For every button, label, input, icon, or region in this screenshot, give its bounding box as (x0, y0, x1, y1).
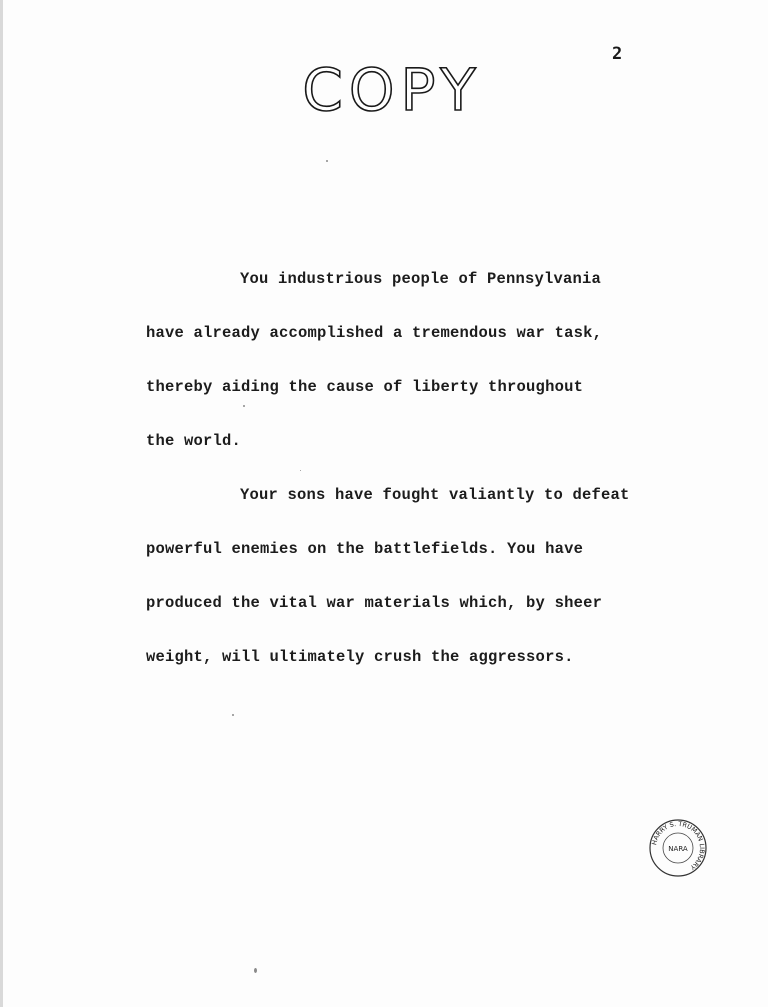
paper-speck (326, 160, 328, 162)
seal-ring-path: HARRY S. TRUMAN LIBRARY (650, 819, 707, 872)
body-line: You industrious people of Pennsylvania (240, 270, 602, 288)
body-line: Your sons have fought valiantly to defeat (240, 486, 630, 504)
body-line: have already accomplished a tremendous war task, (146, 324, 603, 342)
paper-speck (243, 405, 245, 407)
body-line: weight, will ultimately crush the aggressors. (146, 648, 574, 666)
copy-stamp (282, 60, 502, 118)
body-line: powerful enemies on the battlefields. You have (146, 540, 584, 558)
seal-center-text: NARA (668, 845, 688, 853)
letter-body (146, 263, 666, 695)
paper-speck (300, 470, 301, 471)
library-seal-stamp (648, 818, 708, 878)
body-line: produced the vital war materials which, by sheer (146, 594, 603, 612)
paper-speck (254, 968, 257, 973)
page-edge (0, 0, 3, 1007)
paper-speck (232, 714, 234, 716)
body-line: thereby aiding the cause of liberty throughout (146, 378, 584, 396)
page-number: 2 (612, 44, 623, 64)
copy-stamp-text: COPY (302, 60, 482, 118)
body-line: the world. (146, 432, 242, 450)
